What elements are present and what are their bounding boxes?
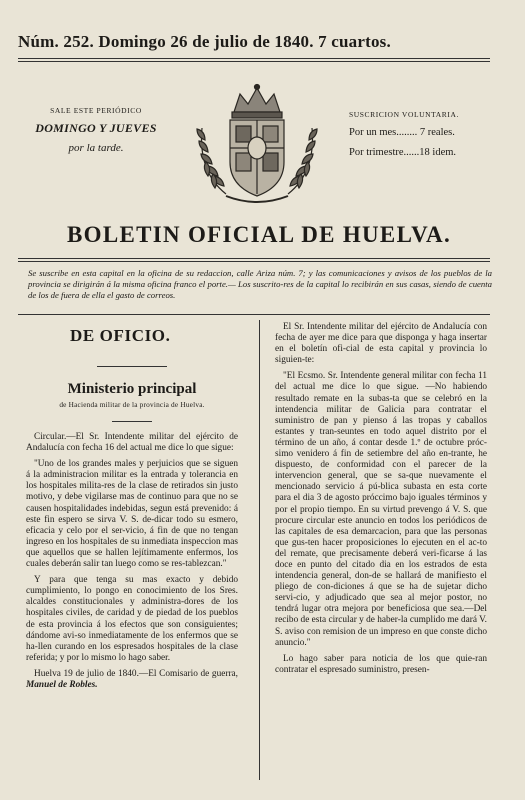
section-heading: DE OFICIO. — [70, 326, 171, 345]
signature: Manuel de Robles. — [26, 679, 98, 690]
paragraph: El Sr. Intendente militar del ejército de Andalucía con fecha de ayer me dice para que disponga y haga insertar en el boletín ofi-cial de esta capital y provincia lo siguien-te: — [275, 322, 487, 366]
publication-schedule — [26, 106, 166, 154]
title-rule — [18, 258, 490, 259]
top-rule-2 — [18, 61, 490, 62]
subscription-heading: SUSCRICION VOLUNTARIA. — [349, 110, 459, 119]
right-article — [275, 322, 487, 676]
paragraph: Lo hago saber para noticia de los que quie-ran contratar el espresado suministro, presen- — [275, 653, 487, 675]
top-rule — [18, 58, 490, 59]
issue-line: Núm. 252. Domingo 26 de julio de 1840. 7 cuartos. — [18, 32, 391, 51]
paragraph: Circular.—El Sr. Intendente militar del ejército de Andalucía con fecha 16 del actual me dice lo que sigue: — [26, 432, 238, 454]
price-quarterly: Por trimestre......18 idem. — [349, 147, 457, 158]
closing-line — [26, 669, 238, 691]
subscription-notice: Se suscribe en esta capital en la oficina de su redaccion, calle Ariza núm. 7; y las comunicaciones y avisos de los pueblos de la provincia se dirigirán á la misma oficina franco el porte.— Los suscrito-res de la capital lo recibirán en sus casas, siendo de cuenta de los de fuera de ella el gasto de correos. — [28, 268, 492, 300]
schedule-line-2: DOMINGO Y JUEVES — [35, 121, 157, 135]
notice-rule — [18, 314, 490, 315]
paragraph: "Uno de los grandes males y perjuicios que se siguen á la administracion militar es la entrada y tolerancia en los hospitales milita-res de la clase de retirados sin justo motivo, y debe vigilarse mas de continuo para que no se causen hospitalidades indebidas, segun está prevenido: á este fin espero se sirva V. S. de-dicar todo su esmero, eficacia y celo por el ser-vicio, á fin de que no tengan ingreso en los hospitales de su inmediata inspeccion mas que aquellos que se hallen lejítimamente enfermos, los cuales deberán salir tan luego como se res-tablezcan." — [26, 459, 238, 570]
ministry-separator — [112, 421, 152, 422]
paragraph: Y para que tenga su mas exacto y debido cumplimiento, lo pongo en conocimiento de los Sres. alcaldes constitucionales y administra-dores de los hospitales civiles, de caridad y de piedad de los pueblos de esta provincia á los efectos que son consiguientes; dándome avi-so inmediatamente de los enfermos que se ha-llen curando en los espresados hospitales de la clase referida; y por lo mismo lo hago saber. — [26, 575, 238, 663]
subscription-info — [349, 110, 497, 167]
left-column — [26, 326, 238, 800]
closing-text: Huelva 19 de julio de 1840.—El Comisario de guerra, — [34, 668, 238, 679]
title-rule-2 — [18, 261, 490, 262]
newspaper-title: BOLETIN OFICIAL DE HUELVA. — [66, 222, 452, 247]
coat-of-arms-icon — [168, 82, 346, 210]
left-article — [26, 432, 238, 691]
schedule-line-3: por la tarde. — [68, 142, 124, 154]
right-column — [275, 322, 487, 800]
price-monthly: Por un mes........ 7 reales. — [349, 127, 455, 138]
column-divider — [259, 320, 260, 780]
section-separator — [97, 366, 167, 367]
schedule-line-1: SALE ESTE PERIÓDICO — [50, 106, 142, 115]
paragraph: "El Ecsmo. Sr. Intendente general militar con fecha 11 del actual me dice lo que sigue. —No habiendo resultado remate en la subas-ta que se celebró en la intendencia militar de Galicia para contratar el suministro de pan y pienso á las tropas y caballos estantes y tran-seuntes en todo aquel distrito por el término de un año, á contar desde 1.º de octubre próc-simo venidero á fin de setiembre del año en-trante, he dispuesto, de conformidad con el parecer de la intervencion general, que se sa-que nuevamente el mencionado servicio á pú-blica subasta en esta corte para el dia 3 de agosto próccimo bajo iguales términos y por el propio tiempo. En su virtud prevengo á V. S. que procure circular este anuncio en todos los periódicos de las capitales de esa demarcacion, para que las personas que gus-ten hacer proposiciones lo ejecuten en el ac-to del remate, que precisamente deberá veri-ficarse á las doce en punto del citado dia en los estrados de esta intendencia general, don-de se hallará de manifiesto el pliego de con-diciones á que se ha de sujetar dicho servi-cio, y adjudicado que sea al mejor postor, no tendrá lugar otra mejora por beneficiosa que sea.—Del recibo de esta circular y de haber-la cumplido me dará V. S. aviso con remision de un impreso en que conste dicho anuncio." — [275, 371, 487, 648]
ministry-subheading: de Hacienda militar de la provincia de Huelva. — [59, 400, 205, 409]
ministry-heading: Ministerio principal — [67, 381, 197, 397]
